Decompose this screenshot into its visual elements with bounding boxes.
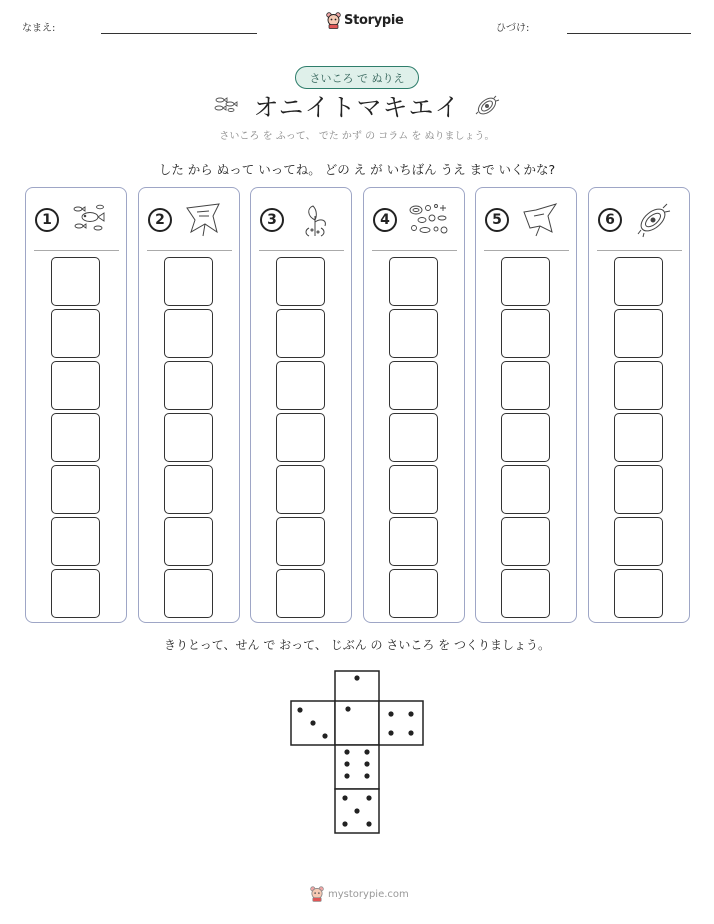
color-cell[interactable] xyxy=(276,257,325,306)
column-4 xyxy=(363,187,465,623)
color-cell[interactable] xyxy=(164,257,213,306)
color-cell[interactable] xyxy=(164,569,213,618)
column-number: 6 xyxy=(598,208,622,232)
footer xyxy=(310,886,409,902)
dice-face-lower xyxy=(335,745,379,789)
color-cell[interactable] xyxy=(164,413,213,462)
color-cell[interactable] xyxy=(389,569,438,618)
color-cell[interactable] xyxy=(614,361,663,410)
column-header xyxy=(589,188,689,250)
color-cell[interactable] xyxy=(276,569,325,618)
column-1 xyxy=(25,187,127,623)
manta-ray-icon xyxy=(183,202,223,238)
color-cell[interactable] xyxy=(501,257,550,306)
color-cell[interactable] xyxy=(501,361,550,410)
footer-url[interactable]: mystorypie.com xyxy=(328,888,409,900)
microbe-icon xyxy=(633,202,673,238)
color-cell[interactable] xyxy=(614,413,663,462)
color-cell[interactable] xyxy=(614,257,663,306)
subtitle: さいころ を ふって、 でた かず の コラム を ぬりましょう。 xyxy=(219,131,495,142)
column-number: 2 xyxy=(148,208,172,232)
bear-mascot-icon xyxy=(326,12,341,29)
column-6 xyxy=(588,187,690,623)
color-cell[interactable] xyxy=(614,309,663,358)
name-label: なまえ: xyxy=(22,23,56,34)
sea-plant-icon xyxy=(295,202,335,238)
color-cell[interactable] xyxy=(276,361,325,410)
date-line[interactable] xyxy=(567,33,691,34)
brand-name: Storypie xyxy=(344,13,404,28)
color-cell[interactable] xyxy=(51,257,100,306)
activity-pill: さいころ で ぬりえ xyxy=(295,66,419,89)
column-number: 4 xyxy=(373,208,397,232)
brand-logo xyxy=(326,12,404,29)
color-cell[interactable] xyxy=(164,309,213,358)
color-cell[interactable] xyxy=(614,517,663,566)
column-header xyxy=(364,188,464,250)
color-cell[interactable] xyxy=(389,361,438,410)
color-cell[interactable] xyxy=(501,465,550,514)
color-cell[interactable] xyxy=(276,517,325,566)
color-cell[interactable] xyxy=(501,569,550,618)
column-divider xyxy=(372,250,457,251)
color-cell[interactable] xyxy=(614,569,663,618)
color-cell[interactable] xyxy=(276,413,325,462)
date-label: ひづけ: xyxy=(496,23,530,34)
column-header xyxy=(251,188,351,250)
color-cell[interactable] xyxy=(501,517,550,566)
fish-school-icon xyxy=(70,202,110,234)
dice-net xyxy=(290,670,426,836)
plankton-icon xyxy=(408,202,450,238)
color-cell[interactable] xyxy=(51,413,100,462)
color-cell[interactable] xyxy=(501,309,550,358)
name-line[interactable] xyxy=(101,33,257,34)
column-divider xyxy=(597,250,682,251)
color-cell[interactable] xyxy=(51,465,100,514)
color-cell[interactable] xyxy=(276,309,325,358)
color-cell[interactable] xyxy=(614,465,663,514)
color-cell[interactable] xyxy=(501,413,550,462)
cut-instruction: きりとって、せん で おって、 じぶん の さいころ を つくりましょう。 xyxy=(164,638,550,652)
column-header xyxy=(476,188,576,250)
color-cell[interactable] xyxy=(276,465,325,514)
color-cell[interactable] xyxy=(164,465,213,514)
color-cell[interactable] xyxy=(51,309,100,358)
column-header xyxy=(26,188,126,250)
color-cell[interactable] xyxy=(51,517,100,566)
column-number: 1 xyxy=(35,208,59,232)
column-divider xyxy=(259,250,344,251)
color-cell[interactable] xyxy=(389,465,438,514)
color-cell[interactable] xyxy=(164,361,213,410)
column-header xyxy=(139,188,239,250)
manta-ray-swimming-icon xyxy=(520,202,560,238)
color-cell[interactable] xyxy=(51,361,100,410)
instruction-text: した から ぬって いってね。 どの え が いちばん うえ まで いくかな? xyxy=(158,162,556,177)
dice-face-right xyxy=(379,701,423,745)
bear-mascot-icon xyxy=(310,886,324,902)
color-cell[interactable] xyxy=(389,517,438,566)
microbe-icon xyxy=(474,93,500,119)
column-divider xyxy=(484,250,569,251)
column-5 xyxy=(475,187,577,623)
color-cell[interactable] xyxy=(51,569,100,618)
column-number: 5 xyxy=(485,208,509,232)
color-cell[interactable] xyxy=(389,309,438,358)
color-cell[interactable] xyxy=(389,413,438,462)
dice-face-center xyxy=(335,701,379,745)
column-divider xyxy=(147,250,232,251)
page-title: オニイトマキエイ xyxy=(253,93,461,122)
column-divider xyxy=(34,250,119,251)
color-cell[interactable] xyxy=(164,517,213,566)
column-2 xyxy=(138,187,240,623)
color-cell[interactable] xyxy=(389,257,438,306)
column-3 xyxy=(250,187,352,623)
column-number: 3 xyxy=(260,208,284,232)
